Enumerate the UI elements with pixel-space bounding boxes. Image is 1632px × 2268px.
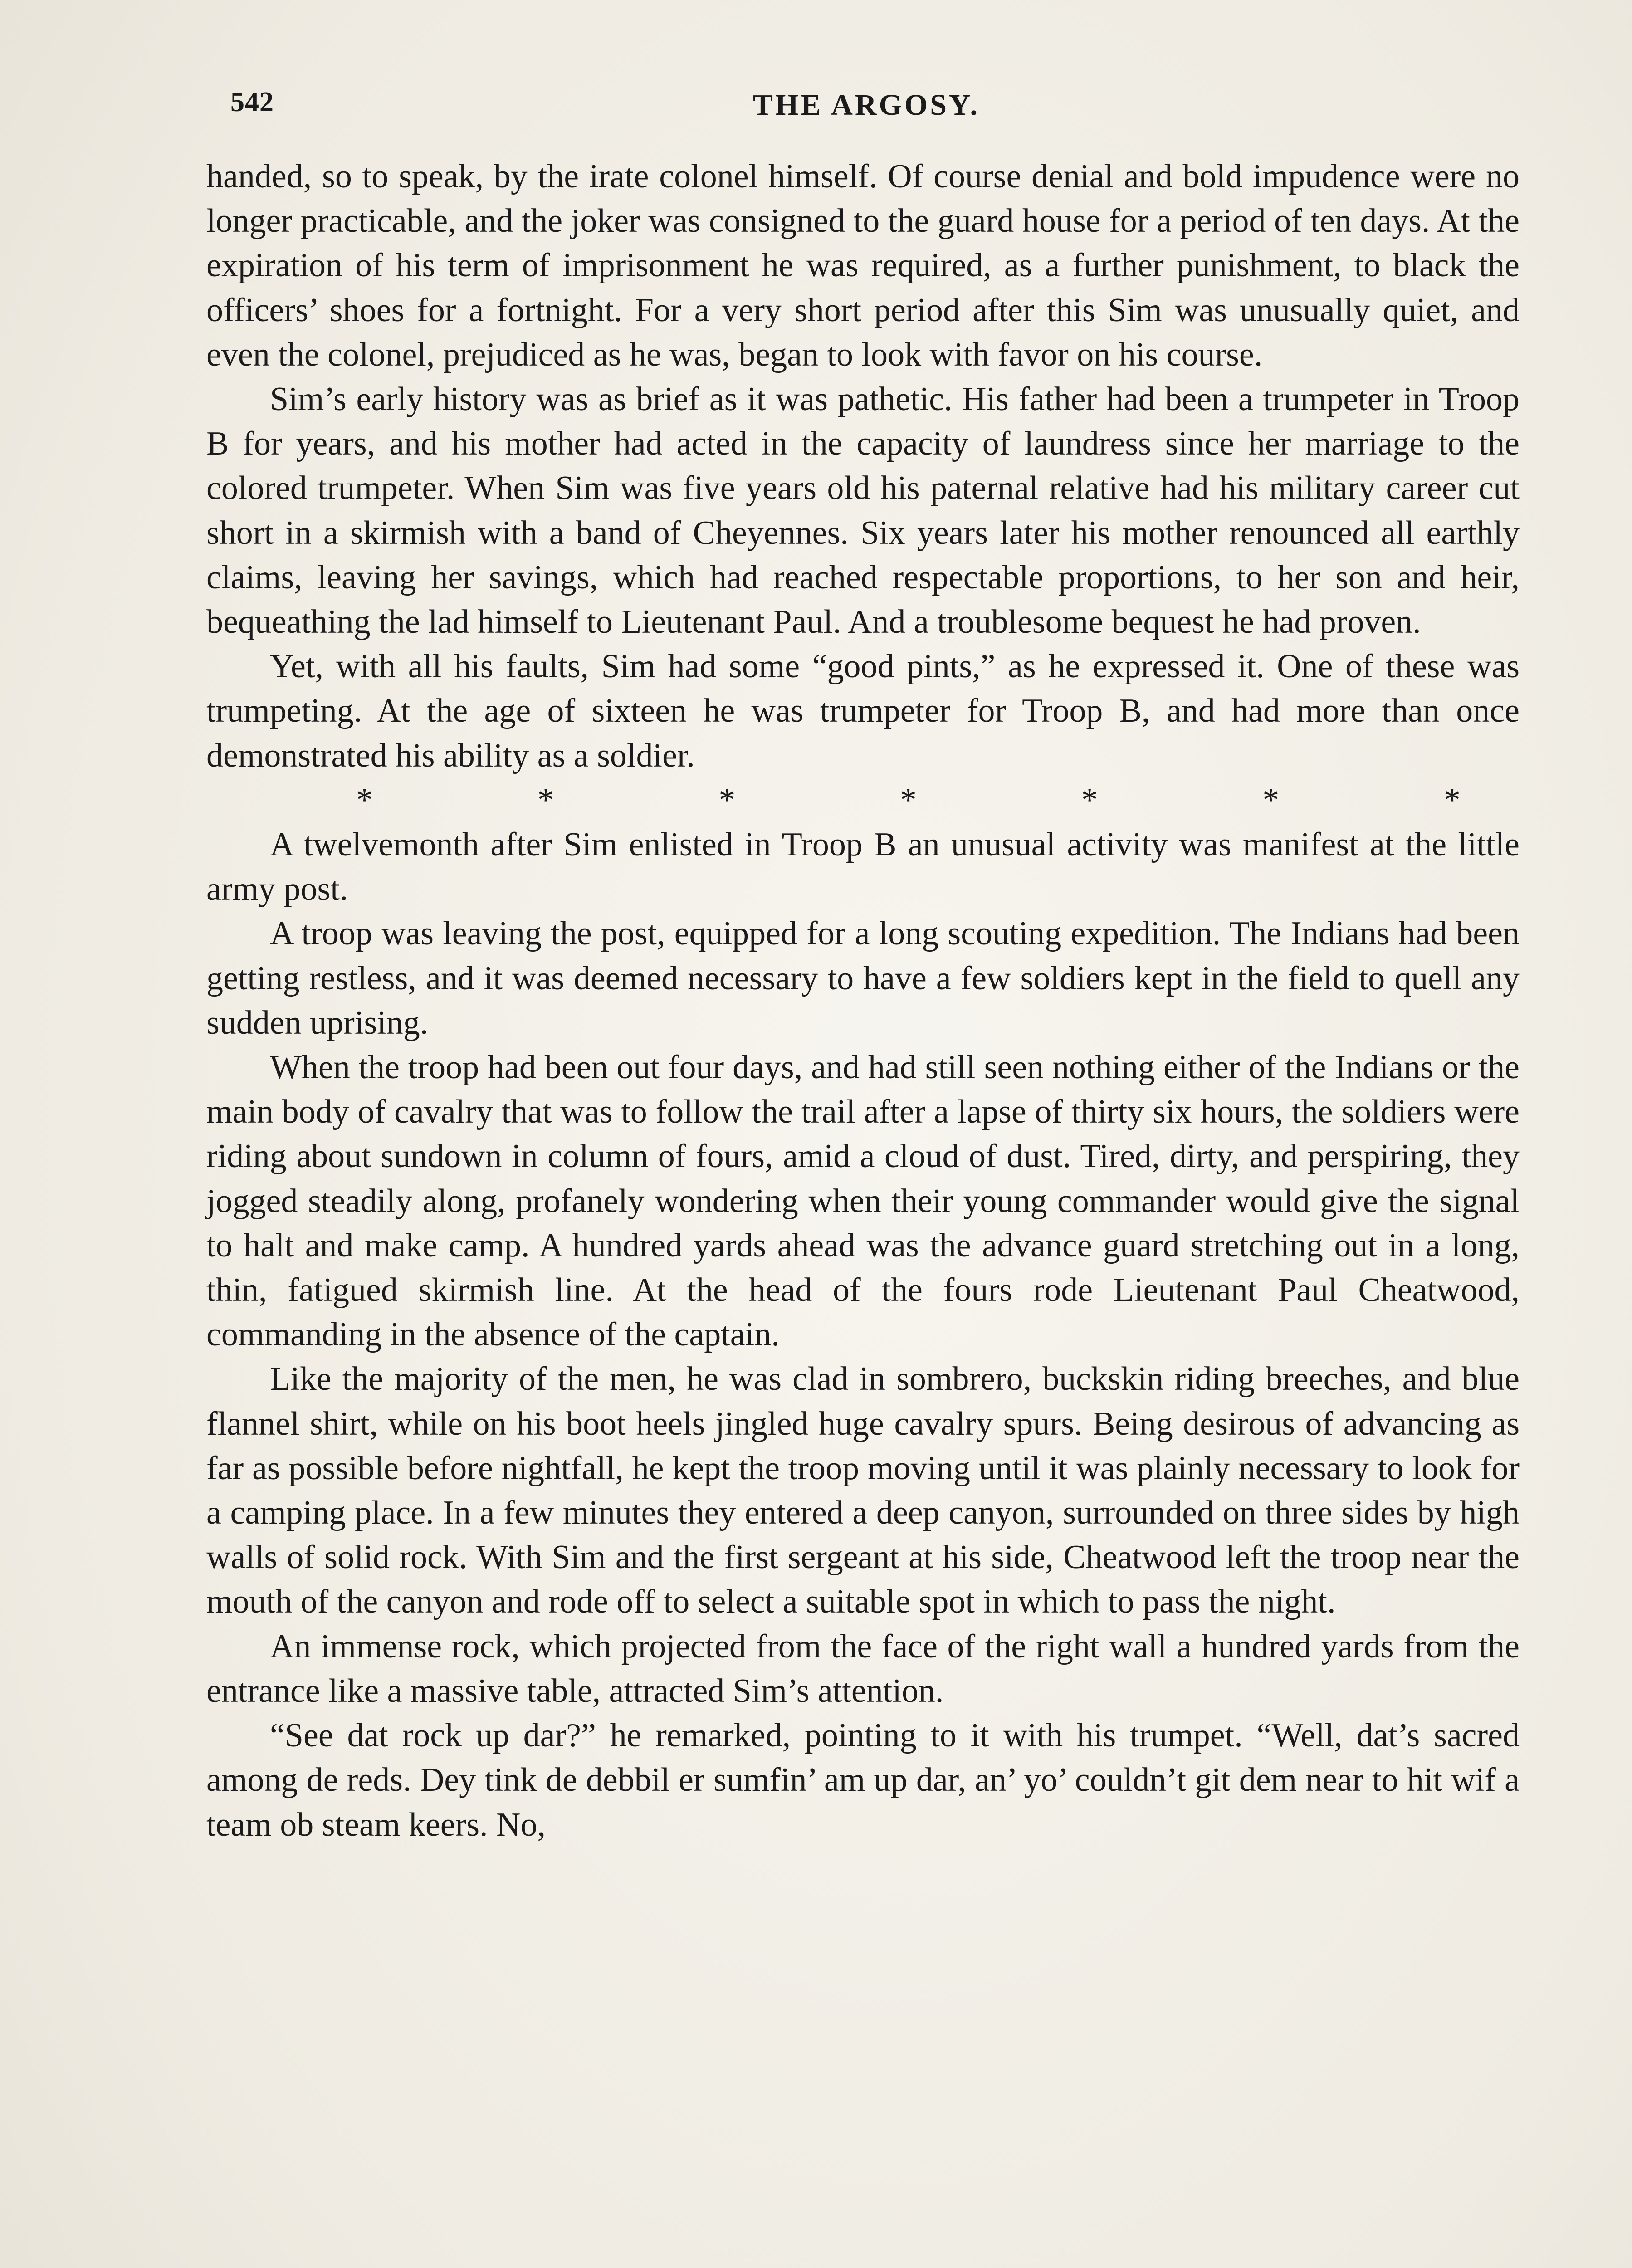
paragraph-4: A twelvemonth after Sim enlisted in Troop B an unusual activity was manifest at the little army post. [206,826,1520,908]
separator-star: * [718,781,736,819]
page-number: 542 [230,87,274,117]
separator-star: * [537,781,554,819]
paragraph-5: A troop was leaving the post, equipped for a long scouting expedition. The Indians had been getting restless, and it was deemed necessary to have a few soldiers kept in the field to quell any sudden uprising. [206,915,1520,1041]
separator-star: * [1081,781,1098,819]
running-title: THE ARGOSY. [752,88,980,122]
paragraph-3: Yet, with all his faults, Sim had some “good pints,” as he expressed it. One of these was trumpeting. At the age of sixteen he was trumpeter for Troop B, and had more than once demonstrated his ability as a soldier. [206,648,1520,774]
separator-star: * [356,781,373,819]
paragraph-1: handed, so to speak, by the irate colonel himself. Of course denial and bold impudence were no longer practicable, and the joker was consigned to the guard house for a period of ten days. At the expiration of his term of imprisonment he was required, as a further punishment, to black the officers’ shoes for a fortnight. For a very short period after this Sim was unusually quiet, and even the colonel, prejudiced as he was, began to look with favor on his course. [206,158,1520,373]
separator-star: * [1262,781,1280,819]
page-header [213,82,1520,136]
paragraph-9: “See dat rock up dar?” he remarked, pointing to it with his trumpet. “Well, dat’s sacred among de reds. Dey tink de debbil er sumfin’ am up dar, an’ yo’ couldn’t git dem near to hit wif a team ob steam keers. No, [206,1717,1520,1843]
paragraph-8: An immense rock, which projected from the face of the right wall a hundred yards from the entrance like a massive table, attracted Sim’s attention. [206,1628,1520,1710]
section-separator [206,778,1520,822]
separator-star: * [1443,781,1461,819]
paragraph-6: When the troop had been out four days, and had still seen nothing either of the Indians or the main body of cavalry that was to follow the trail after a lapse of thirty six hours, the soldiers were riding about sundown in column of fours, amid a cloud of dust. Tired, dirty, and perspiring, they jogged steadily along, profanely wondering when their young commander would give the signal to halt and make camp. A hundred yards ahead was the advance guard stretching out in a long, thin, fatigued skirmish line. At the head of the fours rode Lieutenant Paul Cheatwood, commanding in the absence of the captain. [206,1049,1520,1354]
paragraph-7: Like the majority of the men, he was clad in sombrero, buckskin riding breeches, and blue flannel shirt, while on his boot heels jingled huge cavalry spurs. Being desirous of advancing as far as possible before nightfall, he kept the troop moving until it was plainly necessary to look for a camping place. In a few minutes they entered a deep canyon, surrounded on three sides by high walls of solid rock. With Sim and the first sergeant at his side, Cheatwood left the troop near the mouth of the canyon and rode off to select a suitable spot in which to pass the night. [206,1360,1520,1621]
separator-star: * [899,781,917,819]
paragraph-2: Sim’s early history was as brief as it was pathetic. His father had been a trumpeter in Troop B for years, and his mother had acted in the capacity of laundress since her marriage to the colored trumpeter. When Sim was five years old his paternal relative had his military career cut short in a skirmish with a band of Cheyennes. Six years later his mother renounced all earthly claims, leaving her savings, which had reached respectable proportions, to her son and heir, bequeathing the lad himself to Lieutenant Paul. And a troublesome bequest he had proven. [206,381,1520,641]
article-body [206,154,1520,1847]
